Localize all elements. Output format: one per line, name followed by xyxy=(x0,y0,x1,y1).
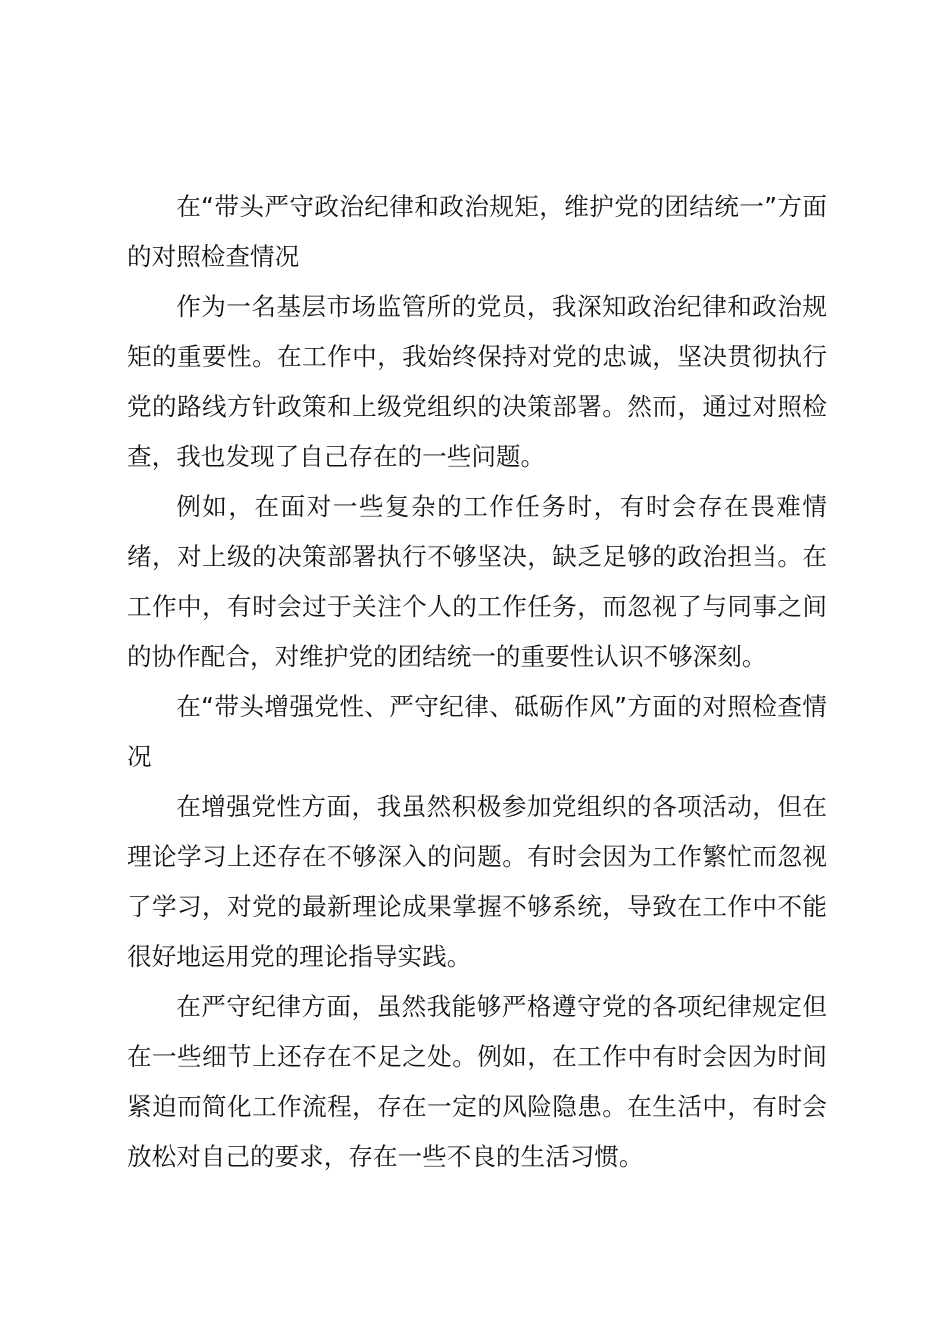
body-paragraph: 在增强党性方面，我虽然积极参加党组织的各项活动，但在理论学习上还存在不够深入的问题。有时会因为工作繁忙而忽视了学习，对党的最新理论成果掌握不够系统，导致在工作中不能很好地运用党的理论指导实践。 xyxy=(127,792,827,971)
body-paragraph: 例如，在面对一些复杂的工作任务时，有时会存在畏难情绪，对上级的决策部署执行不够坚决，缺乏足够的政治担当。在工作中，有时会过于关注个人的工作任务，而忽视了与同事之间的协作配合，对维护党的团结统一的重要性认识不够深刻。 xyxy=(127,492,827,671)
body-paragraph: 作为一名基层市场监管所的党员，我深知政治纪律和政治规矩的重要性。在工作中，我始终保持对党的忠诚，坚决贯彻执行党的路线方针政策和上级党组织的决策部署。然而，通过对照检查，我也发现了自己存在的一些问题。 xyxy=(127,292,827,471)
document-body xyxy=(127,182,827,1182)
body-paragraph: 在严守纪律方面，虽然我能够严格遵守党的各项纪律规定但在一些细节上还存在不足之处。例如，在工作中有时会因为时间紧迫而简化工作流程，存在一定的风险隐患。在生活中，有时会放松对自己的要求，存在一些不良的生活习惯。 xyxy=(127,992,827,1171)
section-heading-party-spirit: 在“带头增强党性、严守纪律、砥砺作风”方面的对照检查情况 xyxy=(127,692,827,771)
section-heading-political-discipline: 在“带头严守政治纪律和政治规矩，维护党的团结统一”方面的对照检查情况 xyxy=(127,192,827,271)
